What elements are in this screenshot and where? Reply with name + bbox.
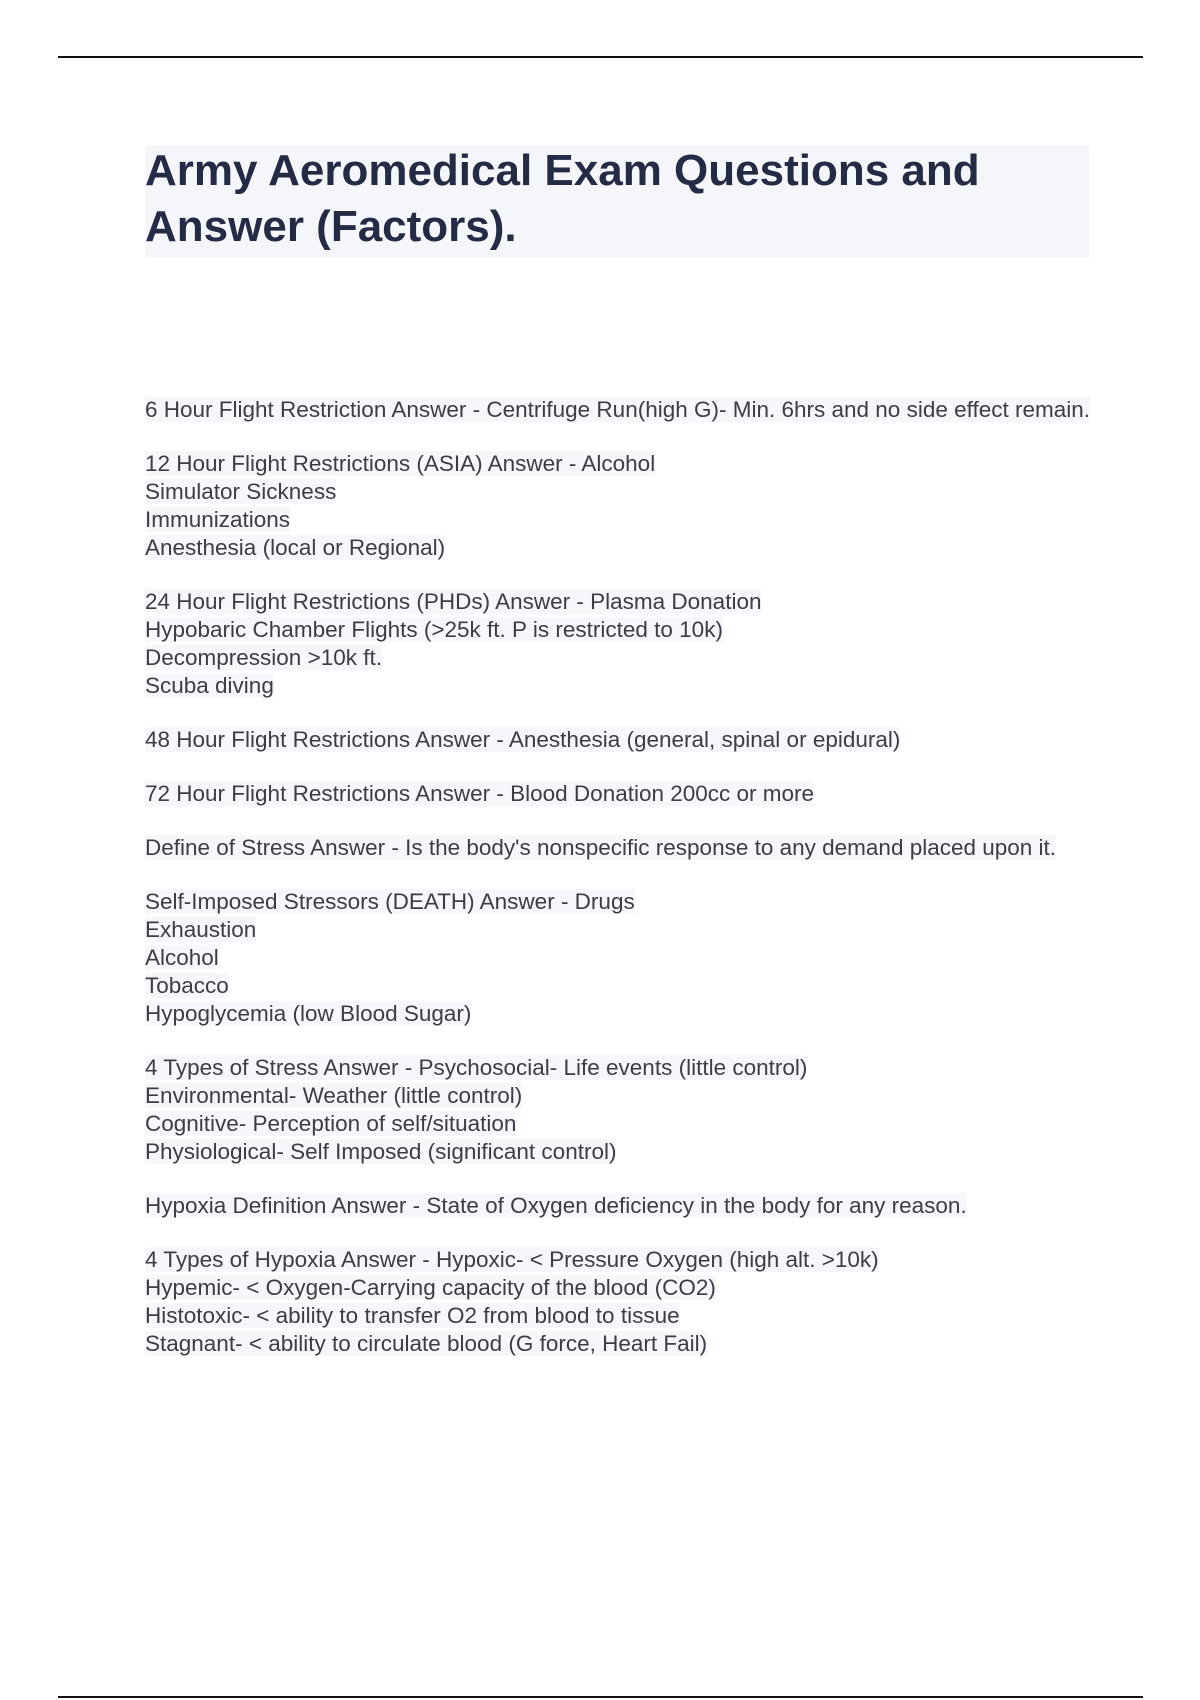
bottom-rule <box>58 1696 1143 1698</box>
qa-entry <box>145 450 1095 562</box>
qa-text: 4 Types of Stress Answer - Psychosocial- Life events (little control) <box>145 1055 808 1080</box>
qa-list <box>145 396 1095 1384</box>
qa-text: Define of Stress Answer - Is the body's nonspecific response to any demand placed upon it. <box>145 835 1057 860</box>
qa-text: Histotoxic- < ability to transfer O2 from blood to tissue <box>145 1303 680 1328</box>
qa-text: 6 Hour Flight Restriction Answer - Centrifuge Run(high G)- Min. 6hrs and no side effect remain. <box>145 397 1090 422</box>
qa-text: Alcohol <box>145 945 219 970</box>
qa-text: Self-Imposed Stressors (DEATH) Answer - Drugs <box>145 889 635 914</box>
qa-text: Exhaustion <box>145 917 257 942</box>
qa-text: 12 Hour Flight Restrictions (ASIA) Answer - Alcohol <box>145 451 656 476</box>
qa-text: Hypemic- < Oxygen-Carrying capacity of the blood (CO2) <box>145 1275 716 1300</box>
qa-text: Environmental- Weather (little control) <box>145 1083 523 1108</box>
qa-entry <box>145 1192 1095 1220</box>
qa-text: Scuba diving <box>145 673 274 698</box>
qa-text: 48 Hour Flight Restrictions Answer - Anesthesia (general, spinal or epidural) <box>145 727 901 752</box>
qa-text: Simulator Sickness <box>145 479 337 504</box>
qa-entry <box>145 1054 1095 1166</box>
qa-text: Hypobaric Chamber Flights (>25k ft. P is restricted to 10k) <box>145 617 723 642</box>
qa-text: Anesthesia (local or Regional) <box>145 535 446 560</box>
qa-entry <box>145 1246 1095 1358</box>
qa-entry <box>145 396 1095 424</box>
page-title: Army Aeromedical Exam Questions and Answer (Factors). <box>145 146 980 251</box>
qa-text: 4 Types of Hypoxia Answer - Hypoxic- < Pressure Oxygen (high alt. >10k) <box>145 1247 879 1272</box>
qa-entry <box>145 888 1095 1028</box>
title-block <box>145 145 1089 257</box>
qa-text: 72 Hour Flight Restrictions Answer - Blood Donation 200cc or more <box>145 781 815 806</box>
qa-text: Decompression >10k ft. <box>145 645 382 670</box>
qa-text: Stagnant- < ability to circulate blood (G force, Heart Fail) <box>145 1331 708 1356</box>
top-rule <box>58 56 1143 58</box>
qa-text: Hypoglycemia (low Blood Sugar) <box>145 1001 472 1026</box>
qa-text: Physiological- Self Imposed (significant control) <box>145 1139 617 1164</box>
qa-text: Hypoxia Definition Answer - State of Oxygen deficiency in the body for any reason. <box>145 1193 967 1218</box>
qa-entry <box>145 780 1095 808</box>
qa-entry <box>145 834 1095 862</box>
qa-text: Tobacco <box>145 973 229 998</box>
qa-entry <box>145 726 1095 754</box>
qa-text: Cognitive- Perception of self/situation <box>145 1111 517 1136</box>
qa-text: 24 Hour Flight Restrictions (PHDs) Answer - Plasma Donation <box>145 589 762 614</box>
qa-text: Immunizations <box>145 507 291 532</box>
qa-entry <box>145 588 1095 700</box>
